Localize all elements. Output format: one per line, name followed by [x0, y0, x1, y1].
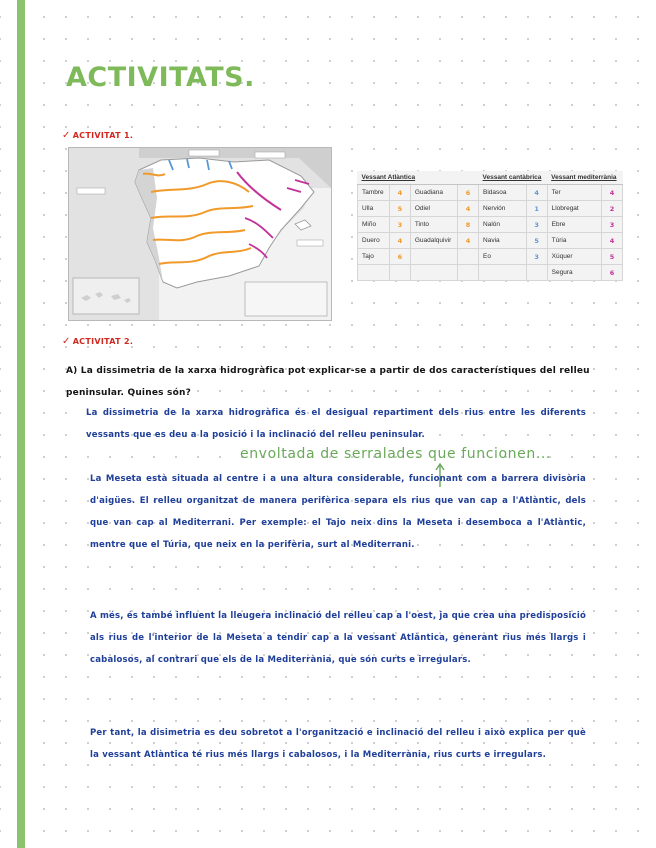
- activity-2-label-text: ACTIVITAT 2.: [72, 337, 134, 346]
- table-cell-river: [479, 265, 527, 281]
- table-cell-river: Xúquer: [547, 249, 601, 265]
- table-cell-river: Segura: [547, 265, 601, 281]
- notebook-margin-bar: [17, 0, 25, 848]
- table-cell-river: Eo: [479, 249, 527, 265]
- table-cell-number: 5: [389, 201, 410, 217]
- header-cantabric: Vessant cantàbrica: [479, 171, 548, 185]
- table-cell-number: 4: [458, 233, 479, 249]
- table-row: [358, 185, 623, 201]
- table-cell-number: 3: [526, 249, 547, 265]
- table-cell-number: 3: [526, 217, 547, 233]
- table-cell-river: Ter: [547, 185, 601, 201]
- table-cell-river: Guadiana: [410, 185, 457, 201]
- checkmark-icon: ✓: [62, 336, 71, 347]
- table-row: [358, 249, 623, 265]
- table-cell-number: [526, 265, 547, 281]
- table-cell-number: 3: [602, 217, 623, 233]
- table-cell-number: 4: [458, 201, 479, 217]
- activity-1-label-text: ACTIVITAT 1.: [72, 131, 134, 140]
- answer-paragraph-2: La Meseta està situada al centre i a una altura considerable, funcionant com a barrera divisòria d'aigües. El relleu organitzat de manera perifèrica separa els rius que van cap a l'Atlàntic, dels que van cap al Mediterrani. Per exemple: el Tajo neix dins la Meseta i desemboca a l'Atlàntic, mentre que el Túria, que neix en la perifèria, surt al Mediterrani.: [90, 474, 586, 550]
- table-cell-number: 2: [602, 201, 623, 217]
- table-cell-number: 6: [389, 249, 410, 265]
- table-cell-river: Nervión: [479, 201, 527, 217]
- activity-2-label: [62, 336, 133, 347]
- table-cell-number: 4: [389, 233, 410, 249]
- table-cell-river: [410, 265, 457, 281]
- table-row: [358, 233, 623, 249]
- table-cell-number: 8: [458, 217, 479, 233]
- map-drawing: [69, 148, 331, 320]
- table-row: [358, 217, 623, 233]
- checkmark-icon: ✓: [62, 130, 71, 141]
- table-cell-river: Tinto: [410, 217, 457, 233]
- table-cell-river: Tambre: [358, 185, 390, 201]
- table-cell-number: 4: [389, 185, 410, 201]
- table-cell-number: [458, 265, 479, 281]
- answer-paragraph-3: A més, és també influent la lleugera inclinació del relleu cap a l'oest, ja que crea una predisposició als rius de l'interior de la Meseta a tendir cap a la vessant Atlàntica, generant rius més llargs i cabalosos, al contrari que els de la Mediterrània, que són curts e irregulars.: [90, 611, 586, 665]
- table-cell-river: [410, 249, 457, 265]
- table-cell-number: 4: [526, 185, 547, 201]
- table-cell-river: Llobregat: [547, 201, 601, 217]
- spain-rivers-map: [68, 147, 332, 321]
- table-cell-river: Ebre: [547, 217, 601, 233]
- margin-annotation: envoltada de serralades que funcionen...: [240, 446, 551, 462]
- table-cell-river: Odiel: [410, 201, 457, 217]
- answer-paragraph-1: La dissimetria de la xarxa hidrogràfica és el desigual repartiment dels rius entre les diferents vessants que es deu a la posició i la inclinació del relleu peninsular.: [86, 408, 586, 440]
- table-cell-number: 3: [389, 217, 410, 233]
- table-cell-river: Nalón: [479, 217, 527, 233]
- answer-paragraph-4: Per tant, la disimetria es deu sobretot a l'organització e inclinació del relleu i això explica per què la vessant Atlàntica té rius més llargs i cabalosos, i la Mediterrània, rius curts e irregulars.: [90, 728, 586, 760]
- table-cell-number: 5: [602, 249, 623, 265]
- header-mediterranean: Vessant mediterrània: [547, 171, 622, 185]
- table-row: [358, 201, 623, 217]
- rivers-table-body: [358, 185, 623, 281]
- table-cell-number: 1: [526, 201, 547, 217]
- table-cell-river: Túria: [547, 233, 601, 249]
- question-a: A) La dissimetria de la xarxa hidrogràfica pot explicar-se a partir de dos característiques del relleu peninsular. Quines són?: [66, 366, 590, 398]
- table-cell-number: 4: [602, 233, 623, 249]
- table-cell-river: [358, 265, 390, 281]
- table-cell-number: 4: [602, 185, 623, 201]
- table-row: [358, 265, 623, 281]
- table-cell-river: Navia: [479, 233, 527, 249]
- table-cell-number: [389, 265, 410, 281]
- table-cell-river: Bidasoa: [479, 185, 527, 201]
- table-cell-number: 6: [458, 185, 479, 201]
- header-atlantic: Vessant Atlàntica: [358, 171, 479, 185]
- table-cell-number: 6: [602, 265, 623, 281]
- table-cell-number: [458, 249, 479, 265]
- rivers-table: [357, 171, 623, 281]
- table-cell-river: Duero: [358, 233, 390, 249]
- table-cell-number: 5: [526, 233, 547, 249]
- table-cell-river: Ulla: [358, 201, 390, 217]
- table-cell-river: Tajo: [358, 249, 390, 265]
- table-cell-river: Miño: [358, 217, 390, 233]
- table-cell-river: Guadalquivir: [410, 233, 457, 249]
- page-title: ACTIVITATS.: [66, 62, 255, 93]
- activity-1-label: [62, 130, 133, 141]
